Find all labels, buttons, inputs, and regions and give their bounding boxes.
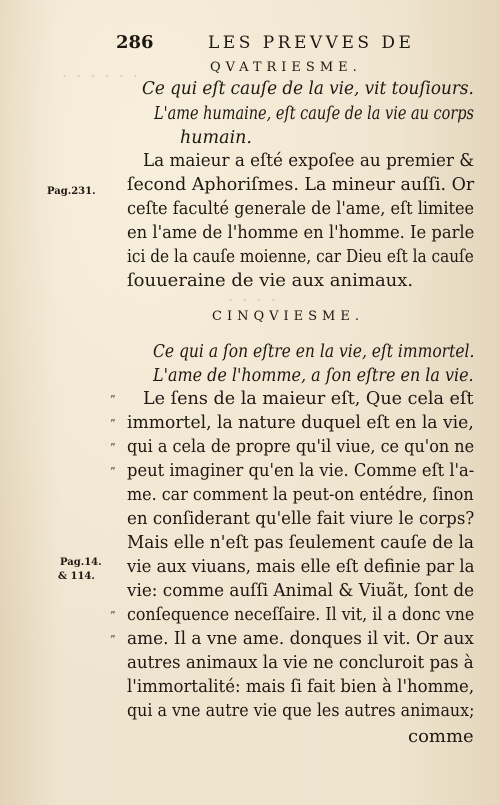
running-title: LES PREVVES DE xyxy=(208,33,415,53)
quotation-mark: ” xyxy=(110,465,116,478)
margin-note: Pag.14. xyxy=(60,557,102,568)
thesis-line: Ce qui a ſon eſtre en la vie, eſt immortel. xyxy=(153,342,475,362)
body-line: en conſiderant qu'elle fait viure le corps? xyxy=(127,508,475,529)
body-line: conſequence neceſſaire. Il vit, il a donc vne xyxy=(127,604,475,625)
body-line: ceſte faculté generale de l'ame, eſt limitee xyxy=(127,198,475,219)
thesis-line: humain. xyxy=(180,128,252,148)
thesis-line: L'ame humaine, eſt cauſe de la vie au corps xyxy=(154,104,474,124)
quotation-mark: ” xyxy=(110,393,116,406)
page-number: 286 xyxy=(116,32,154,53)
body-line: ſouueraine de vie aux animaux. xyxy=(127,270,414,291)
body-line: immortel, la nature duquel eſt en la vie, xyxy=(127,412,474,433)
body-line: Le ſens de la maieur eſt, Que cela eſt xyxy=(143,388,474,409)
quotation-mark: ” xyxy=(110,417,116,430)
margin-note: Pag.231. xyxy=(47,186,96,197)
body-line: qui a cela de propre qu'il viue, ce qu'on ne xyxy=(127,436,475,457)
show-through-text: . . . . xyxy=(226,286,276,305)
body-line: Mais elle n'eſt pas ſeulement cauſe de la xyxy=(127,532,474,553)
body-line: vie: comme auſſi Animal & Viuãt, ſont de xyxy=(127,580,475,601)
thesis-line: Ce qui eſt cauſe de la vie, vit touſiours. xyxy=(142,79,474,99)
body-line: La maieur a eſté expoſee au premier & xyxy=(143,150,475,171)
catchword: comme xyxy=(408,726,474,747)
page-header xyxy=(116,32,476,58)
quotation-mark: ” xyxy=(110,441,116,454)
section-heading-4: QVATRIESME. xyxy=(210,60,362,75)
body-line: autres animaux la vie ne concluroit pas à xyxy=(127,652,474,673)
section-heading-5: CINQVIESME. xyxy=(212,309,364,324)
quotation-mark: ” xyxy=(110,633,116,646)
body-line: en l'ame de l'homme en l'homme. Ie parle xyxy=(127,222,475,243)
body-line: l'immortalité: mais ſi fait bien à l'homme, xyxy=(127,676,475,697)
thesis-line: L'ame de l'homme, a ſon eſtre en la vie. xyxy=(153,366,474,386)
body-line: ici de la cauſe moienne, car Dieu eſt la cauſe xyxy=(127,246,474,267)
margin-note: & 114. xyxy=(58,571,95,582)
body-line: qui a vne autre vie que les autres animaux; xyxy=(127,700,475,721)
body-line: me. car comment la peut-on entédre, ſinon xyxy=(127,484,474,505)
quotation-mark: ” xyxy=(110,609,116,622)
body-line: vie aux viuans, mais elle eſt definie par la xyxy=(127,556,475,577)
show-through-text: . . . . . . xyxy=(60,62,138,81)
body-line: ame. Il a vne ame. donques il vit. Or aux xyxy=(127,628,474,649)
body-line: ſecond Aphoriſmes. La mineur auſſi. Or xyxy=(127,174,475,195)
body-line: peut imaginer qu'en la vie. Comme eſt l'a- xyxy=(127,460,475,481)
